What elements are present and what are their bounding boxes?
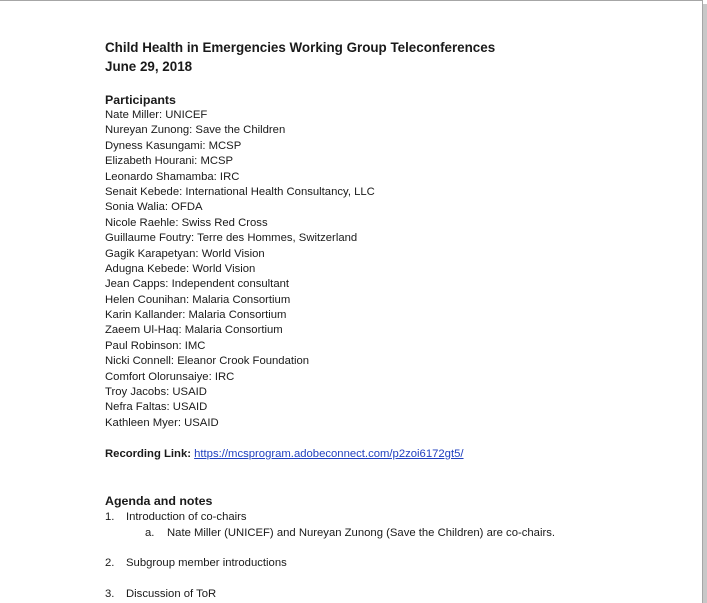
- participant-item: Karin Kallander: Malaria Consortium: [105, 309, 287, 322]
- agenda-subitem-letter: a.: [145, 527, 155, 539]
- agenda-item-text: Introduction of co-chairs: [126, 511, 247, 523]
- participant-item: Zaeem Ul-Haq: Malaria Consortium: [105, 324, 283, 337]
- participant-item: Helen Counihan: Malaria Consortium: [105, 293, 291, 306]
- title-line-2: June 29, 2018: [105, 59, 193, 74]
- recording-label: Recording Link:: [105, 448, 191, 460]
- document-title: [105, 38, 495, 76]
- participant-item: Leonardo Shamamba: IRC: [105, 170, 240, 183]
- recording-link[interactable]: https://mcsprogram.adobeconnect.com/p2zoi6172gt5/: [194, 448, 464, 460]
- participant-item: Nefra Faltas: USAID: [105, 401, 208, 414]
- title-line-1: Child Health in Emergencies Working Group Teleconferences: [105, 40, 496, 55]
- agenda-heading: Agenda and notes: [105, 494, 213, 508]
- agenda-item-number: 1.: [105, 511, 115, 523]
- participant-item: Sonia Walia: OFDA: [105, 201, 203, 214]
- participant-item: Nicole Raehle: Swiss Red Cross: [105, 216, 268, 229]
- participant-item: Comfort Olorunsaiye: IRC: [105, 370, 235, 383]
- participant-item: Elizabeth Hourani: MCSP: [105, 155, 234, 168]
- participant-item: Senait Kebede: International Health Consultancy, LLC: [105, 185, 375, 198]
- agenda-item-number: 2.: [105, 557, 115, 569]
- participant-item: Nate Miller: UNICEF: [105, 109, 208, 121]
- participant-item: Adugna Kebede: World Vision: [105, 262, 256, 275]
- agenda-subitem-1a: [145, 525, 555, 541]
- agenda-item-1: [105, 509, 247, 525]
- participant-item: Paul Robinson: IMC: [105, 339, 206, 352]
- participant-item: Troy Jacobs: USAID: [105, 386, 207, 399]
- agenda-item-number: 3.: [105, 588, 115, 600]
- participant-item: Kathleen Myer: USAID: [105, 416, 219, 429]
- agenda-item-3: [105, 586, 216, 602]
- participants-heading: Participants: [105, 93, 176, 107]
- agenda-item-text: Discussion of ToR: [126, 588, 217, 600]
- agenda-subitem-text: Nate Miller (UNICEF) and Nureyan Zunong (Save the Children) are co-chairs.: [167, 527, 556, 539]
- page-shadow: [703, 4, 707, 603]
- participant-item: Dyness Kasungami: MCSP: [105, 139, 242, 152]
- participants-list: [105, 108, 375, 431]
- recording-line: [105, 446, 464, 462]
- participant-item: Gagik Karapetyan: World Vision: [105, 247, 265, 260]
- participant-item: Jean Capps: Independent consultant: [105, 278, 290, 291]
- agenda-item-2: [105, 555, 287, 571]
- participant-item: Guillaume Foutry: Terre des Hommes, Switzerland: [105, 232, 358, 245]
- participant-item: Nureyan Zunong: Save the Children: [105, 124, 286, 137]
- agenda-item-text: Subgroup member introductions: [126, 557, 287, 569]
- participant-item: Nicki Connell: Eleanor Crook Foundation: [105, 355, 310, 368]
